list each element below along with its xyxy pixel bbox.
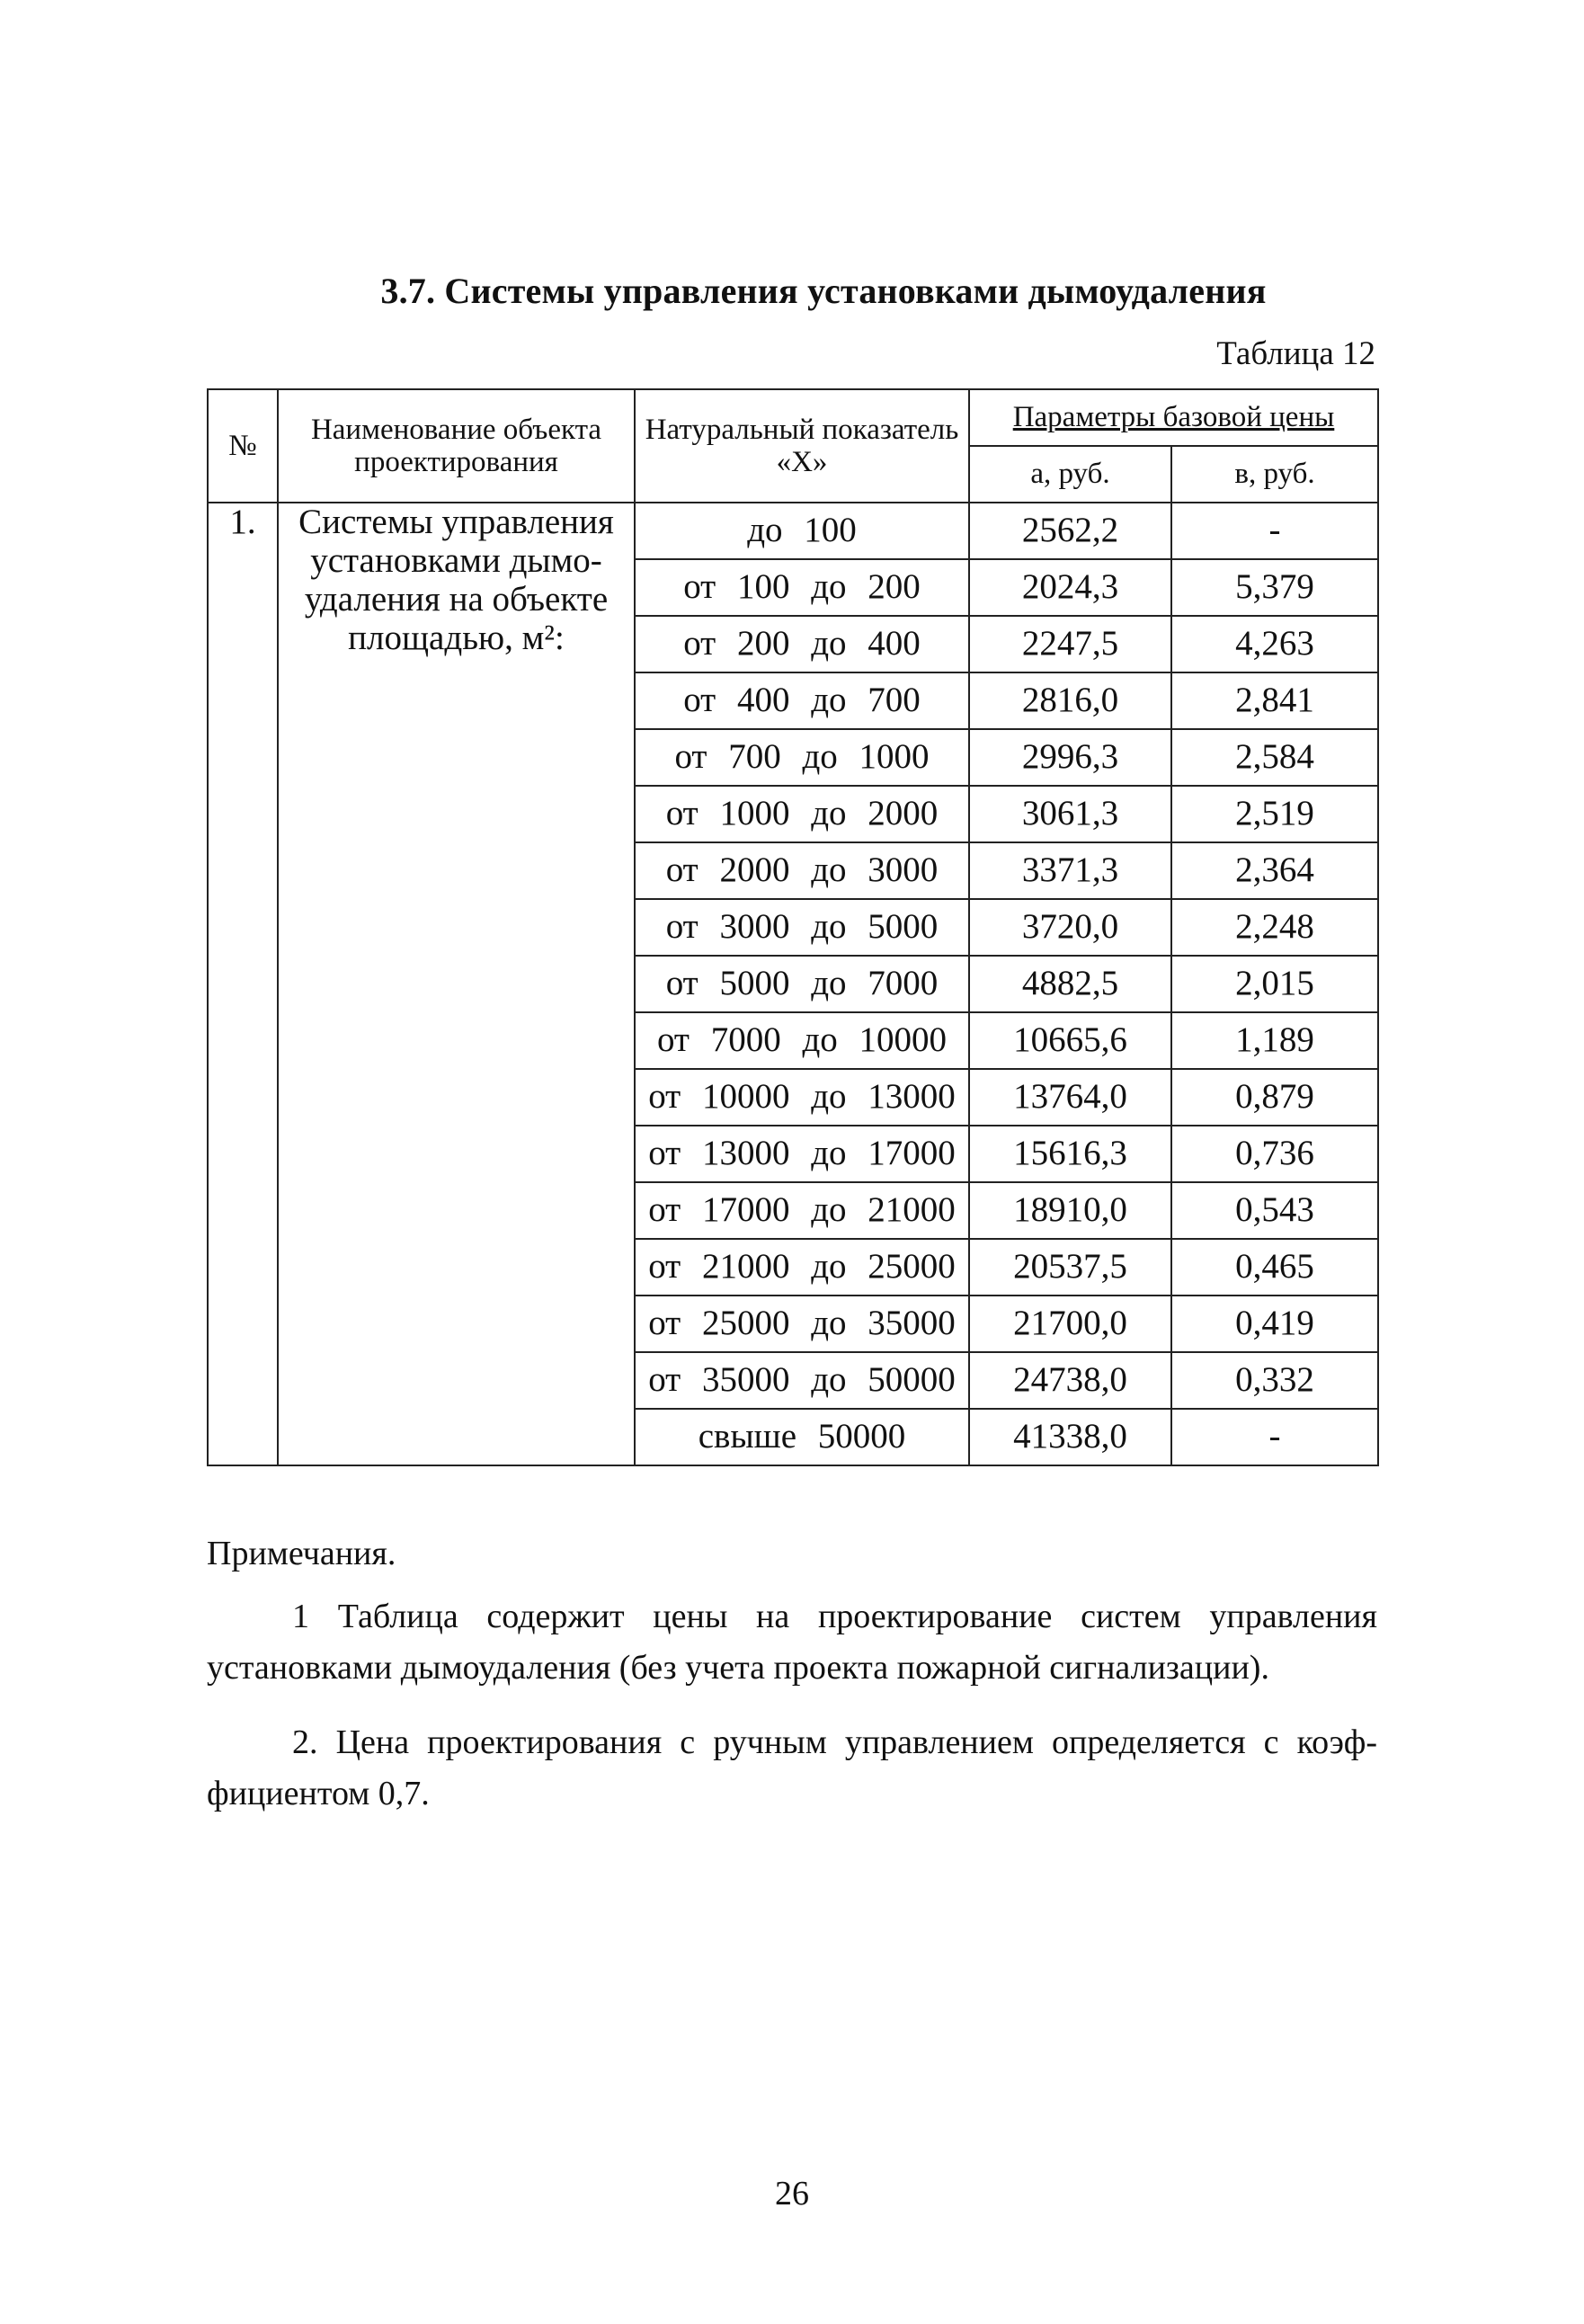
header-num: № (208, 389, 278, 503)
cell-a: 2562,2 (969, 503, 1171, 559)
cell-a: 18910,0 (969, 1182, 1171, 1239)
section-heading: 3.7. Системы управления установками дымоудаления (380, 271, 1267, 311)
cell-b: 0,736 (1171, 1126, 1378, 1182)
cell-a: 2024,3 (969, 559, 1171, 616)
object-name: Системы управления установками дымо-удаления на объекте площадью, м²: (278, 503, 635, 1465)
cell-range: от 1000 до 2000 (635, 786, 969, 842)
cell-a: 3371,3 (969, 842, 1171, 899)
cell-a: 21700,0 (969, 1296, 1171, 1352)
cell-range: от 35000 до 50000 (635, 1352, 969, 1409)
cell-a: 2816,0 (969, 672, 1171, 729)
table-body (208, 503, 1378, 1465)
header-name: Наименование объекта проектирования (278, 389, 635, 503)
price-table (207, 388, 1379, 1466)
notes-title: Примечания. (207, 1535, 396, 1572)
cell-b: 0,419 (1171, 1296, 1378, 1352)
cell-range: свыше 50000 (635, 1409, 969, 1465)
note-1: 1 Таблица содержит цены на проектирование систем управления установками дымоудаления (без учета проекта пожарной сигнализации). (207, 1598, 1377, 1687)
cell-a: 24738,0 (969, 1352, 1171, 1409)
header-price-params: Параметры базовой цены (969, 389, 1378, 446)
cell-range: от 13000 до 17000 (635, 1126, 969, 1182)
header-b: в, руб. (1171, 446, 1378, 503)
cell-range: от 400 до 700 (635, 672, 969, 729)
cell-b: 2,248 (1171, 899, 1378, 956)
cell-range: от 10000 до 13000 (635, 1069, 969, 1126)
cell-b: 0,879 (1171, 1069, 1378, 1126)
page-number: 26 (775, 2175, 809, 2213)
header-a: а, руб. (969, 446, 1171, 503)
cell-a: 3720,0 (969, 899, 1171, 956)
cell-range: от 2000 до 3000 (635, 842, 969, 899)
row-number: 1. (208, 503, 278, 1465)
cell-b: 4,263 (1171, 616, 1378, 672)
cell-b: - (1171, 1409, 1378, 1465)
cell-b: 2,841 (1171, 672, 1378, 729)
cell-b: - (1171, 503, 1378, 559)
cell-range: от 100 до 200 (635, 559, 969, 616)
cell-b: 2,015 (1171, 956, 1378, 1012)
cell-a: 10665,6 (969, 1012, 1171, 1069)
cell-range: от 5000 до 7000 (635, 956, 969, 1012)
table-caption: Таблица 12 (1216, 335, 1375, 372)
cell-a: 4882,5 (969, 956, 1171, 1012)
table-row (208, 503, 1378, 559)
note-2: 2. Цена проектирования с ручным управлением определяется с коэф-фициентом 0,7. (207, 1723, 1377, 1812)
cell-b: 0,332 (1171, 1352, 1378, 1409)
cell-b: 2,364 (1171, 842, 1378, 899)
cell-a: 2996,3 (969, 729, 1171, 786)
cell-a: 3061,3 (969, 786, 1171, 842)
cell-b: 2,584 (1171, 729, 1378, 786)
cell-b: 0,543 (1171, 1182, 1378, 1239)
cell-b: 0,465 (1171, 1239, 1378, 1296)
cell-a: 13764,0 (969, 1069, 1171, 1126)
cell-a: 20537,5 (969, 1239, 1171, 1296)
cell-range: от 7000 до 10000 (635, 1012, 969, 1069)
cell-range: от 17000 до 21000 (635, 1182, 969, 1239)
cell-b: 2,519 (1171, 786, 1378, 842)
cell-b: 1,189 (1171, 1012, 1378, 1069)
cell-range: от 700 до 1000 (635, 729, 969, 786)
cell-b: 5,379 (1171, 559, 1378, 616)
cell-range: от 25000 до 35000 (635, 1296, 969, 1352)
cell-range: до 100 (635, 503, 969, 559)
cell-a: 41338,0 (969, 1409, 1171, 1465)
cell-range: от 200 до 400 (635, 616, 969, 672)
cell-a: 2247,5 (969, 616, 1171, 672)
cell-range: от 21000 до 25000 (635, 1239, 969, 1296)
header-indicator: Натуральный показатель «X» (635, 389, 969, 503)
cell-a: 15616,3 (969, 1126, 1171, 1182)
cell-range: от 3000 до 5000 (635, 899, 969, 956)
